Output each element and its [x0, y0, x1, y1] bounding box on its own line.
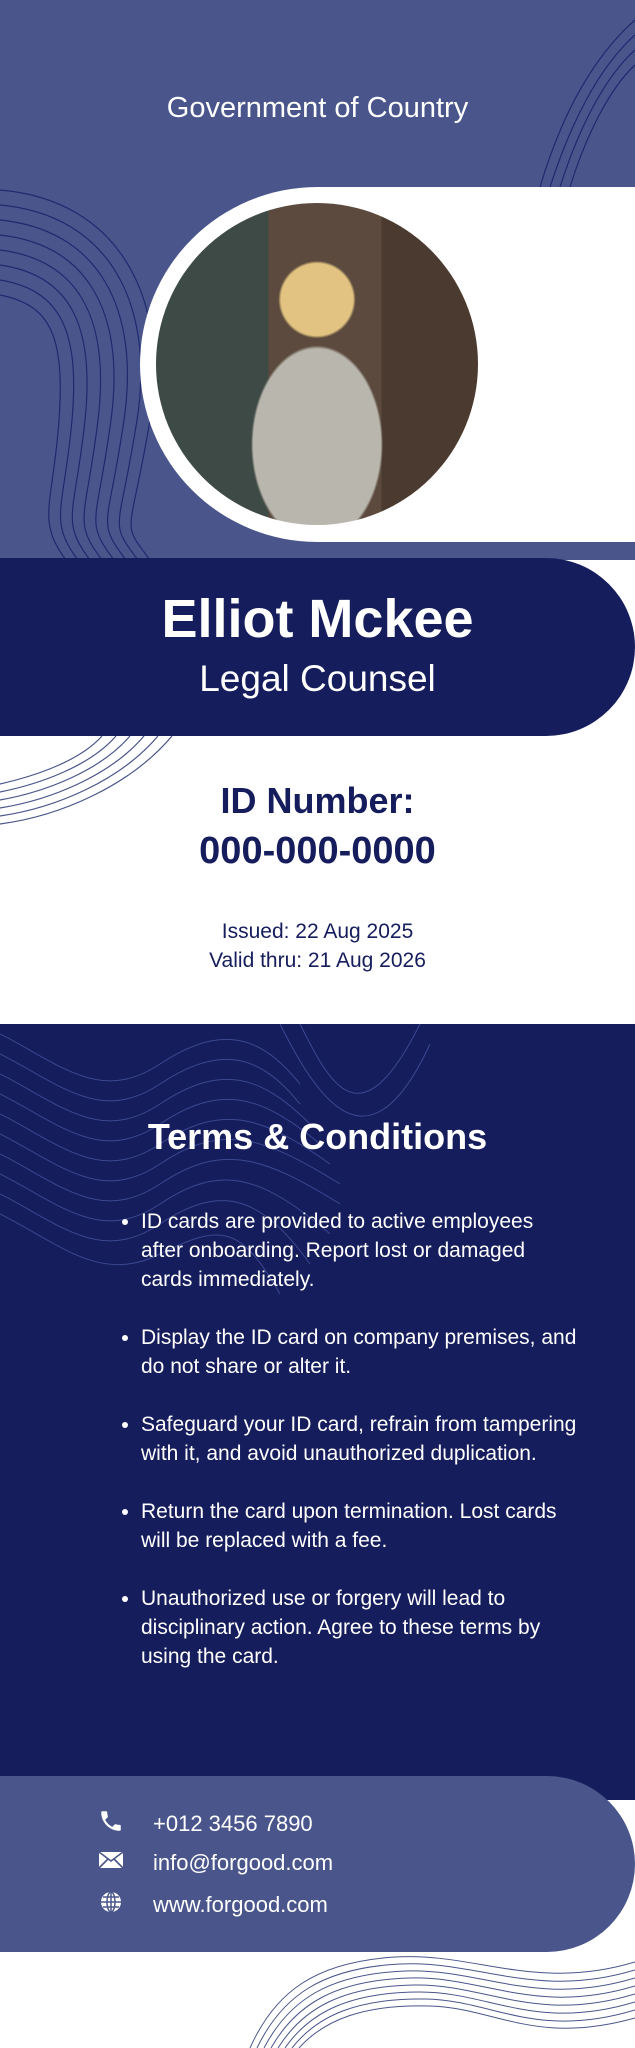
contact-website: [96, 1890, 328, 1920]
bottom-wave-decoration: [235, 1952, 635, 2048]
terms-item: • ID cards are provided to active employees after onboarding. Report lost or damaged cards immediately.: [141, 1207, 581, 1294]
terms-title: Terms & Conditions: [147, 1116, 488, 1157]
email-address[interactable]: info@forgood.com: [153, 1850, 334, 1875]
terms-item: • Display the ID card on company premises, and do not share or alter it.: [141, 1323, 581, 1381]
website-url[interactable]: www.forgood.com: [153, 1892, 328, 1917]
globe-icon: [96, 1890, 126, 1920]
issued-date: Issued: 22 Aug 2025: [221, 920, 414, 943]
contact-email: [96, 1850, 333, 1876]
terms-item: • Safeguard your ID card, refrain from tampering with it, and avoid unauthorized duplication.: [141, 1410, 581, 1468]
id-number-value: 000-000-0000: [199, 830, 436, 872]
phone-number[interactable]: +012 3456 7890: [153, 1811, 313, 1836]
employee-name: Elliot Mckee: [161, 589, 474, 649]
issuer-title: Government of Country: [166, 92, 469, 124]
valid-thru-date: Valid thru: 21 Aug 2026: [209, 949, 426, 972]
validity-dates: [0, 917, 635, 975]
profile-photo: [156, 203, 478, 525]
terms-item: • Return the card upon termination. Lost cards will be replaced with a fee.: [141, 1497, 581, 1555]
envelope-icon: [96, 1850, 126, 1876]
terms-item: • Unauthorized use or forgery will lead to disciplinary action. Agree to these terms by using the card.: [141, 1584, 581, 1671]
contact-phone: [96, 1808, 313, 1840]
terms-list: [100, 1207, 581, 1700]
employee-role: Legal Counsel: [199, 658, 436, 699]
id-number-label: ID Number:: [220, 780, 415, 821]
phone-icon: [96, 1808, 126, 1840]
